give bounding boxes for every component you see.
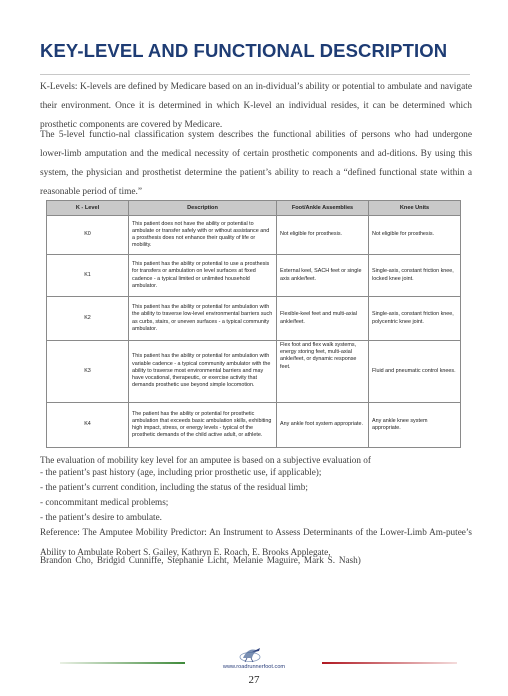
k-level-cell: K4 — [47, 403, 129, 448]
page-title: KEY-LEVEL AND FUNCTIONAL DESCRIPTION — [40, 40, 448, 61]
k-level-cell: K3 — [47, 341, 129, 403]
table-header-row — [47, 201, 461, 216]
reference-text: Reference: The Amputee Mobility Predictor: An Instrument to Assess Determinants of the Lower-Limb Am-putee’s Ability to Ambulate Robert S. Gailey, Kathryn E. Roach, E. Brooks Applegate, — [40, 527, 472, 557]
header-foot-ankle: Foot/Ankle Assemblies — [277, 201, 369, 216]
table-row — [47, 403, 461, 448]
k-level-cell: K1 — [47, 255, 129, 297]
description-cell: This patient has the ability or potential to use a prosthesis for transfers or ambulation on level surfaces at fixed cadence - a typical limited or unlimited household ambulator. — [129, 255, 277, 297]
knee-cell: Not eligible for prosthesis. — [369, 216, 461, 255]
description-cell: The patient has the ability or potential for prosthetic ambulation that exceeds basic ambulation skills, exhibiting high impact, stress, or energy levels - typical of the prosthetic demands of the child active adult, or athlete. — [129, 403, 277, 448]
reference-authors: Brandon Cho, Bridgid Cunniffe, Stephanie Licht, Melanie Maguire, Mark S. Nash) — [40, 555, 361, 565]
foot-cell: Flex foot and flex walk systems, energy storing feet, multi-axial ankle/feet, or dynamic response feet. — [277, 341, 369, 403]
title-divider — [40, 74, 470, 75]
classification-paragraph: The 5-level functio-nal classification system describes the functional abilities of persons who had undergone lower-limb amputation and the medical necessity of certain prosthetic components and ad-ditions. By using this system, the physician and prosthetist determine the patient’s ability to reach a “defined functional state within a reasonable period of time.” — [40, 130, 472, 197]
table-row — [47, 255, 461, 297]
knee-cell: Single-axis, constant friction knee, locked knee joint. — [369, 255, 461, 297]
table-row — [47, 297, 461, 341]
k-level-cell: K0 — [47, 216, 129, 255]
evaluation-item: - concommitant medical problems; — [40, 497, 169, 507]
description-cell: This patient has the ability or potential for ambulation with the ability to traverse low-level environmental barriers such as curbs, stairs, or uneven surfaces - a typical community ambulator. — [129, 297, 277, 341]
footer-green-rule — [60, 662, 185, 664]
table-row — [47, 341, 461, 403]
foot-cell: External keel, SACH feet or single axis ankle/feet. — [277, 255, 369, 297]
table-row — [47, 216, 461, 255]
description-cell: This patient does not have the ability or potential to ambulate or transfer safely with or without assistance and a prosthesis does not enhance their quality of life or mobility. — [129, 216, 277, 255]
roadrunner-logo-icon — [233, 645, 267, 663]
footer-url[interactable]: www.roadrunnerfoot.com — [222, 664, 286, 670]
header-description: Description — [129, 201, 277, 216]
knee-cell: Single-axis, constant friction knee, polycentric knee joint. — [369, 297, 461, 341]
k-level-cell: K2 — [47, 297, 129, 341]
evaluation-item: - the patient’s desire to ambulate. — [40, 512, 162, 522]
knee-cell: Fluid and pneumatic control knees. — [369, 341, 461, 403]
description-cell: This patient has the ability or potential for ambulation with variable cadence - a typical community ambulator with the ability to traverse most environmental barriers and may have vocational, therapeutic, or exercise activity that demands prosthetic use beyond simple locomotion. — [129, 341, 277, 403]
foot-cell: Not eligible for prosthesis. — [277, 216, 369, 255]
foot-cell: Any ankle foot system appropriate. — [277, 403, 369, 448]
footer-red-rule — [322, 662, 457, 664]
foot-cell: Flexible-keel feet and multi-axial ankle/feet. — [277, 297, 369, 341]
evaluation-item: - the patient’s current condition, including the status of the residual limb; — [40, 482, 308, 492]
header-knee-units: Knee Units — [369, 201, 461, 216]
evaluation-intro: The evaluation of mobility key level for an amputee is based on a subjective evaluation of — [40, 455, 371, 465]
k-level-table — [46, 200, 461, 448]
k-levels-paragraph: K-Levels: K-levels are defined by Medicare based on an in-dividual’s ability or potential to ambulate and navigate their environment. Once it is determined in which K-level an individual resides, it can be determined which prosthetic components are covered by Medicare. — [40, 82, 472, 130]
header-k-level: K - Level — [47, 201, 129, 216]
evaluation-item: - the patient’s past history (age, including prior prosthetic use, if applicable); — [40, 467, 322, 477]
page-number: 27 — [248, 674, 260, 686]
knee-cell: Any ankle knee system appropriate. — [369, 403, 461, 448]
